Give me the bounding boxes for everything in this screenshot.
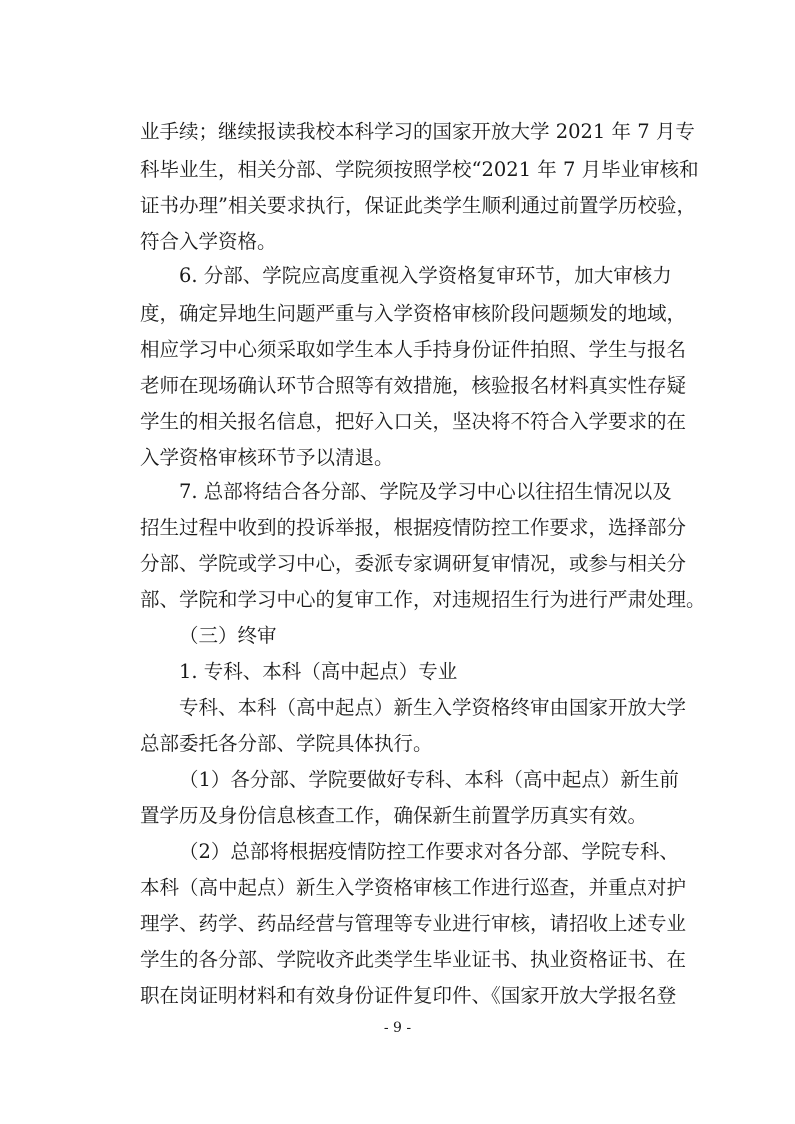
text-line: （2）总部将根据疫情防控工作要求对各分部、学院专科、: [179, 840, 679, 863]
text-line: 相应学习中心须采取如学生本人手持身份证件拍照、学生与报名: [140, 338, 687, 361]
text-line: 科毕业生，相关分部、学院须按照学校“2021 年 7 月毕业审核和: [140, 158, 699, 181]
text-line: 入学资格审核环节予以清退。: [140, 446, 394, 469]
text-line: 6. 分部、学院应高度重视入学资格复审环节，加大审核力: [179, 264, 672, 287]
text-line: 理学、药学、药品经营与管理等专业进行审核，请招收上述专业: [140, 912, 687, 935]
text-line: 业手续；继续报读我校本科学习的国家开放大学 2021 年 7 月专: [140, 120, 695, 143]
text-line: 本科（高中起点）新生入学资格审核工作进行巡查，并重点对护: [140, 876, 687, 899]
text-line: 学生的相关报名信息，把好入口关，坚决将不符合入学要求的在: [140, 410, 687, 433]
text-line: 总部委托各分部、学院具体执行。: [140, 732, 433, 755]
text-line: 学生的各分部、学院收齐此类学生毕业证书、执业资格证书、在: [140, 948, 687, 971]
section-heading: （三）终审: [179, 624, 277, 647]
text-line: 度，确定异地生问题严重与入学资格审核阶段问题频发的地域，: [140, 302, 687, 325]
text-line: 部、学院和学习中心的复审工作，对违规招生行为进行严肃处理。: [140, 588, 706, 611]
text-line: 老师在现场确认环节合照等有效措施，核验报名材料真实性存疑: [140, 374, 687, 397]
text-line: 符合入学资格。: [140, 230, 277, 253]
text-line: （1）各分部、学院要做好专科、本科（高中起点）新生前: [179, 768, 679, 791]
text-line: 置学历及身份信息核查工作，确保新生前置学历真实有效。: [140, 804, 648, 827]
subsection-heading: 1. 专科、本科（高中起点）专业: [179, 660, 458, 683]
text-line: 分部、学院或学习中心，委派专家调研复审情况，或参与相关分: [140, 552, 687, 575]
text-line: 职在岗证明材料和有效身份证件复印件、《国家开放大学报名登: [140, 984, 677, 1007]
text-line: 7. 总部将结合各分部、学院及学习中心以往招生情况以及: [179, 480, 672, 503]
text-line: 专科、本科（高中起点）新生入学资格终审由国家开放大学: [179, 696, 687, 719]
page-number: - 9 -: [383, 1020, 412, 1036]
text-line: 证书办理”相关要求执行，保证此类学生顺利通过前置学历校验，: [140, 194, 696, 217]
text-line: 招生过程中收到的投诉举报，根据疫情防控工作要求，选择部分: [140, 516, 687, 539]
